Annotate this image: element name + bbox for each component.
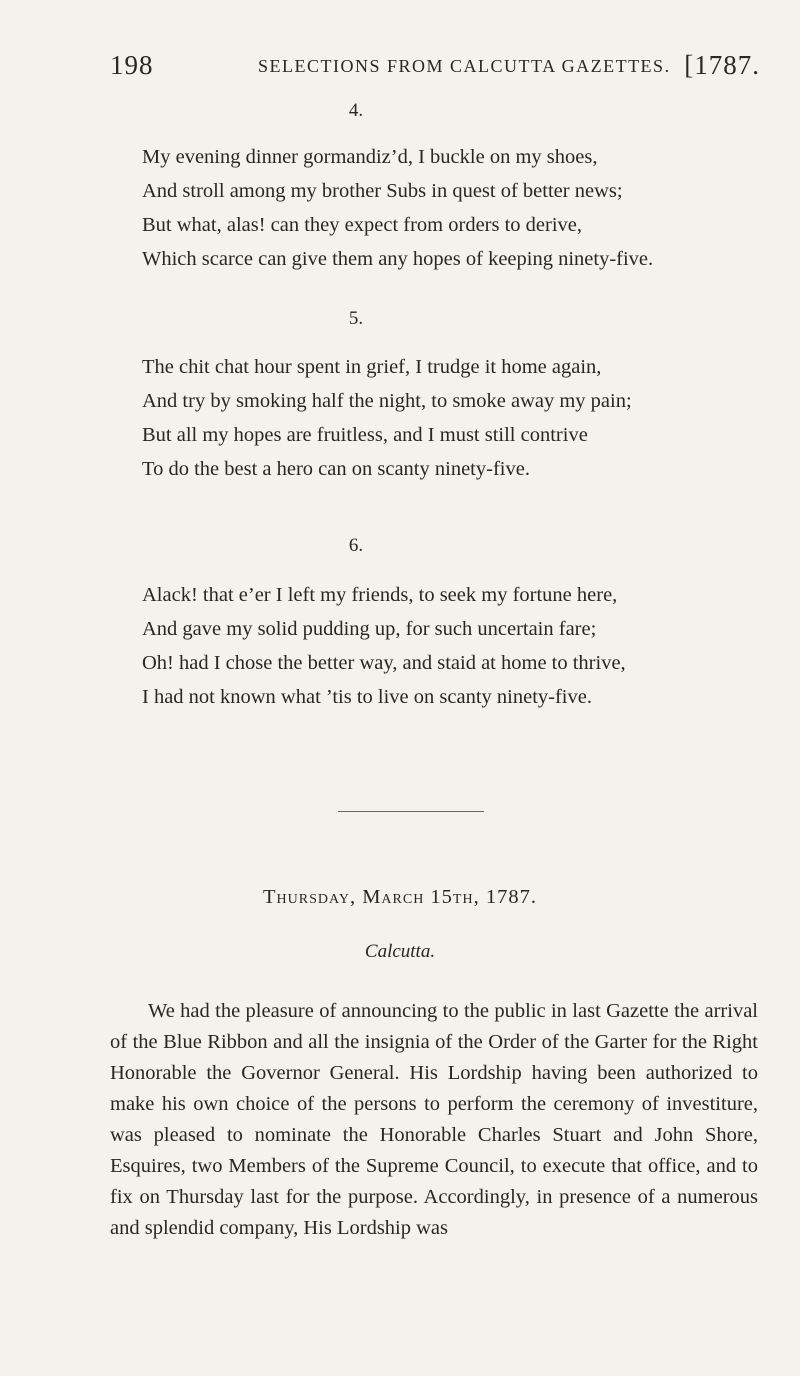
verse-line: But all my hopes are fruitless, and I must still contrive xyxy=(142,424,588,446)
verse-line: To do the best a hero can on scanty ninety-five. xyxy=(142,458,530,480)
verse-line: Alack! that e’er I left my friends, to seek my fortune here, xyxy=(142,584,618,606)
verse-line: Oh! had I chose the better way, and staid at home to thrive, xyxy=(142,652,626,674)
stanza-number: 4. xyxy=(348,100,364,121)
article-paragraph: We had the pleasure of announcing to the public in last Gazette the arrival of the Blue Ribbon and all the insignia of the Order of the Garter for the Right Honorable the Governor General. His Lordship having been authorized to make his own choice of the persons to perform the ceremony of investiture, was pleased to nominate the Honorable Charles Stuart and John Shore, Esquires, two Members of the Supreme Council, to execute that office, and to fix on Thursday last for the purpose. Accordingly, in presence of a numerous and splendid company, His Lordship was xyxy=(110,1000,758,1239)
stanza-number: 6. xyxy=(348,535,364,556)
running-title: SELECTIONS FROM CALCUTTA GAZETTES. xyxy=(258,56,671,76)
article-body xyxy=(110,996,758,1244)
verse-line: Which scarce can give them any hopes of keeping ninety-five. xyxy=(142,248,654,270)
stanza-number: 5. xyxy=(348,308,364,329)
dateline-day: Thursday xyxy=(263,886,350,908)
section-divider xyxy=(338,811,484,812)
place-heading: Calcutta. xyxy=(364,941,436,962)
stanza xyxy=(142,350,762,486)
stanza xyxy=(142,578,762,714)
year-mark: [1787. xyxy=(684,50,760,80)
running-head xyxy=(110,50,760,86)
verse-line: And gave my solid pudding up, for such uncertain fare; xyxy=(142,618,597,640)
verse-line: The chit chat hour spent in grief, I trudge it home again, xyxy=(142,356,602,378)
dateline-date: , March 15th, 1787. xyxy=(349,886,537,908)
stanza xyxy=(142,140,762,276)
verse-line: My evening dinner gormandiz’d, I buckle on my shoes, xyxy=(142,146,598,168)
verse-line: And try by smoking half the night, to smoke away my pain; xyxy=(142,390,632,412)
page-number: 198 xyxy=(110,50,154,80)
verse-line: But what, alas! can they expect from orders to derive, xyxy=(142,214,583,236)
dateline xyxy=(0,886,800,909)
verse-line: I had not known what ’tis to live on scanty ninety-five. xyxy=(142,686,592,708)
verse-line: And stroll among my brother Subs in quest of better news; xyxy=(142,180,623,202)
